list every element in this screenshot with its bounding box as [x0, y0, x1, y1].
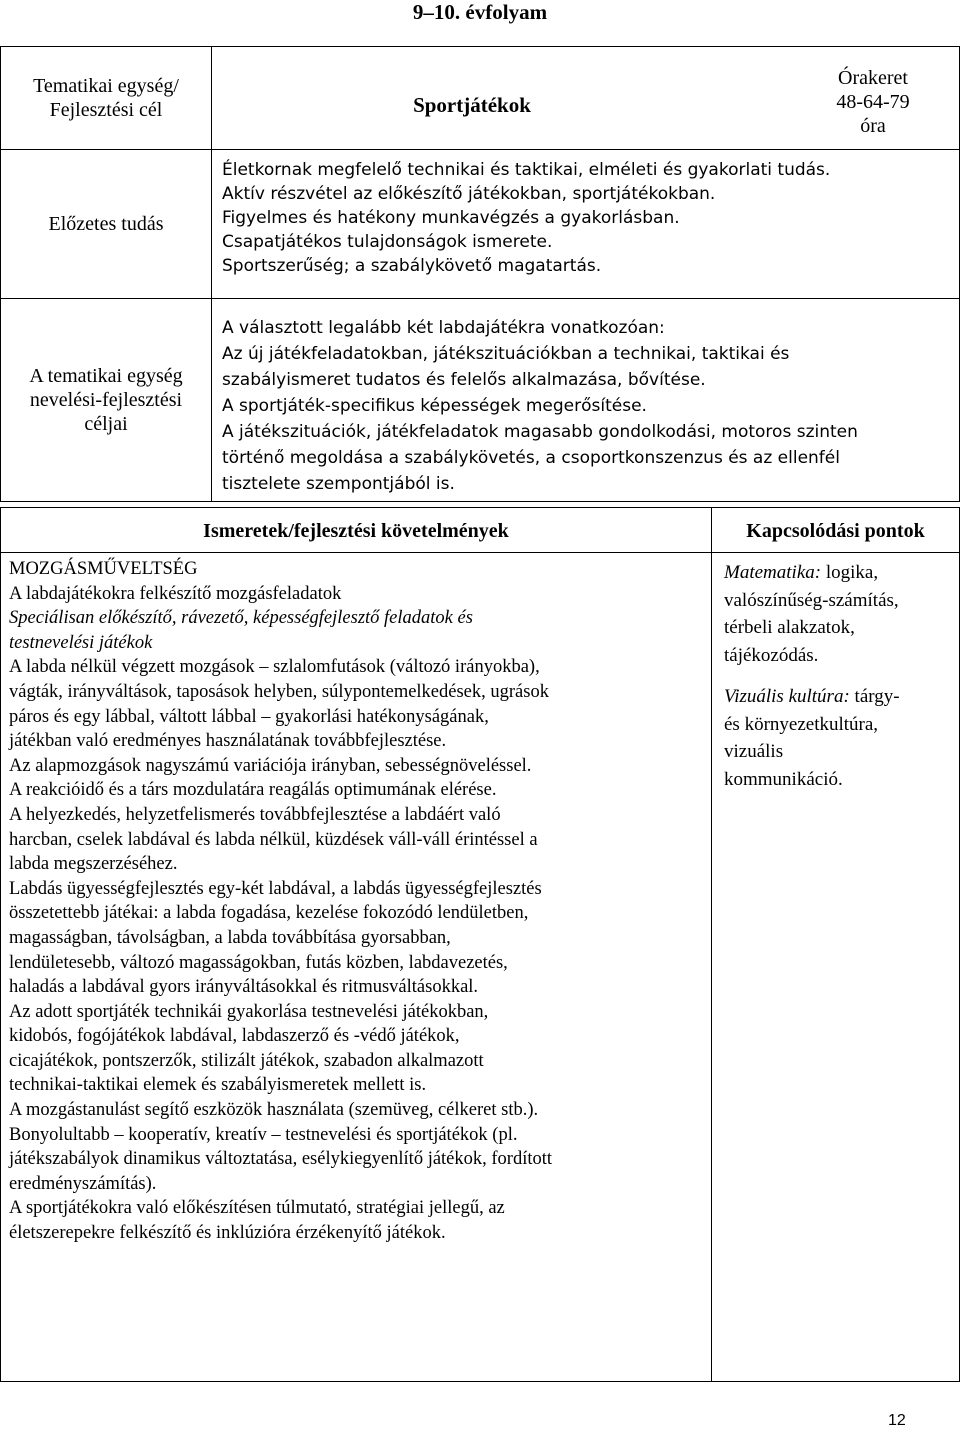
requirements-line: életszerepekre felkészítő és inklúzióra érzékenyítő játékok.	[9, 1223, 446, 1244]
goals-line: A választott legalább két labdajátékra vonatkozóan:	[222, 318, 665, 338]
page-number: 12	[888, 1412, 906, 1429]
goals-line: A sportjáték-specifikus képességek megerősítése.	[222, 396, 647, 416]
math-label: Matematika:	[724, 562, 822, 583]
connections-heading: Kapcsolódási pontok	[746, 520, 925, 542]
prior-knowledge-line: Csapatjátékos tulajdonságok ismerete.	[222, 232, 553, 252]
requirements-line: A labda nélkül végzett mozgások – szlalomfutások (változó irányokba),	[9, 657, 540, 678]
prior-knowledge-line: Sportszerűség; a szabálykövető magatartás.	[222, 256, 602, 276]
goals-label-line2: nevelési-fejlesztési	[29, 389, 183, 411]
requirements-line: lendületesebb, változó magasságokban, futás közben, labdavezetés,	[9, 952, 508, 973]
requirements-heading: Ismeretek/fejlesztési követelmények	[203, 520, 509, 542]
requirements-line: A reakcióidő és a társ mozdulatára reagálás optimumának elérése.	[9, 780, 497, 801]
unit-label-line2: Fejlesztési cél	[49, 99, 163, 121]
hours-label: Órakeret	[838, 67, 908, 89]
unit-label-line1: Tematikai egység/	[33, 75, 179, 97]
unit-label-cell	[0, 46, 212, 150]
requirements-line: összetettebb játékai: a labda fogadása, kezelése fokozódó lendületben,	[9, 903, 529, 924]
requirements-line: páros és egy lábbal, váltott lábbal – gyakorlási hatékonyságának,	[9, 706, 489, 727]
section-title: MOZGÁSMŰVELTSÉG	[9, 559, 198, 579]
visual-line4: kommunikáció.	[724, 768, 843, 790]
requirements-line: A sportjátékokra való előkészítésen túlmutató, stratégiai jellegű, az	[9, 1198, 505, 1219]
hours-unit: óra	[860, 115, 886, 137]
math-line3: térbeli alakzatok,	[724, 617, 855, 638]
requirements-line: kidobós, fogójátékok labdával, labdaszerző és -védő játékok,	[9, 1026, 460, 1047]
requirements-line: játékban való eredményes használatának továbbfejlesztése.	[9, 731, 447, 752]
goals-line: történő megoldása a szabálykövetés, a csoportkonszenzus és az ellenfél	[222, 448, 840, 468]
requirements-line: A helyezkedés, helyzetfelismerés továbbfejlesztése a labdáért való	[9, 804, 501, 825]
hours-value: 48-64-79	[836, 91, 910, 113]
requirements-line: eredményszámítás).	[9, 1173, 157, 1194]
goals-line: A játékszituációk, játékfeladatok magasabb gondolkodási, motoros szinten	[222, 422, 858, 442]
requirements-line: vágták, irányváltások, taposások helyben, súlypontemelkedések, ugrások	[9, 681, 549, 702]
goals-line: tisztelete szempontjából is.	[222, 474, 455, 494]
math-line1: logika,	[825, 562, 879, 583]
requirements-line: magasságban, távolságban, a labda továbbítása gyorsabban,	[9, 927, 451, 948]
requirements-subtitle: A labdajátékokra felkészítő mozgásfeladatok	[9, 583, 342, 604]
requirements-line: haladás a labdával gyors irányváltásokkal és ritmusváltásokkal.	[9, 977, 479, 998]
prior-knowledge-line: Életkornak megfelelő technikai és taktikai, elméleti és gyakorlati tudás.	[222, 160, 831, 180]
requirements-line: cicajátékok, pontszerzők, stilizált játékok, szabadon alkalmazott	[9, 1050, 484, 1071]
prior-knowledge-label: Előzetes tudás	[48, 213, 164, 235]
requirements-line: technikai-taktikai elemek és szabályismeretek mellett is.	[9, 1075, 427, 1096]
prior-knowledge-line: Figyelmes és hatékony munkavégzés a gyakorlásban.	[222, 208, 680, 228]
visual-line2: és környezetkultúra,	[724, 713, 879, 735]
requirements-line: harcban, cselek labdával és labda nélkül, küzdések váll-váll érintéssel a	[9, 829, 538, 850]
requirements-line: A mozgástanulást segítő eszközök használata (szemüveg, célkeret stb.).	[9, 1100, 539, 1121]
requirements-line: Bonyolultabb – kooperatív, kreatív – testnevelési és sportjátékok (pl.	[9, 1124, 518, 1145]
prior-knowledge-content	[211, 149, 960, 299]
requirements-line: játékszabályok dinamikus változtatása, esélykiegyenlítő játékok, fordított	[9, 1149, 553, 1170]
goals-line: szabályismeret tudatos és felelős alkalmazása, bővítése.	[222, 370, 706, 390]
goals-label-cell	[0, 298, 212, 502]
goals-label-line3: céljai	[84, 413, 128, 435]
visual-label: Vizuális kultúra:	[724, 686, 850, 707]
connections-heading-cell	[711, 507, 960, 553]
unit-hours	[786, 66, 960, 138]
goals-line: Az új játékfeladatokban, játékszituációkban a technikai, taktikai és	[222, 344, 790, 364]
goals-label-line1: A tematikai egység	[29, 365, 183, 387]
math-line4: tájékozódás.	[724, 644, 819, 666]
prior-knowledge-label-cell	[0, 149, 212, 299]
visual-line1: tárgy-	[854, 686, 900, 707]
unit-title: Sportjátékok	[413, 93, 531, 117]
connections-content	[711, 552, 960, 1382]
requirements-heading-cell	[0, 507, 712, 553]
prior-knowledge-line: Aktív részvétel az előkészítő játékokban, sportjátékokban.	[222, 184, 716, 204]
requirements-italic-line: testnevelési játékok	[9, 632, 153, 653]
visual-line3: vizuális	[724, 741, 784, 762]
requirements-italic-line: Speciálisan előkészítő, rávezető, képességfejlesztő feladatok és	[9, 608, 473, 629]
goals-content	[211, 298, 960, 502]
math-line2: valószínűség-számítás,	[724, 589, 899, 611]
requirements-line: Labdás ügyességfejlesztés egy-két labdával, a labdás ügyességfejlesztés	[9, 878, 542, 899]
requirements-line: Az alapmozgások nagyszámú variációja irányban, sebességnöveléssel.	[9, 755, 532, 776]
requirements-line: Az adott sportjáték technikái gyakorlása testnevelési játékokban,	[9, 1001, 489, 1022]
requirements-line: labda megszerzéséhez.	[9, 854, 178, 875]
requirements-content	[0, 552, 712, 1382]
page-header-grade: 9–10. évfolyam	[412, 0, 548, 24]
